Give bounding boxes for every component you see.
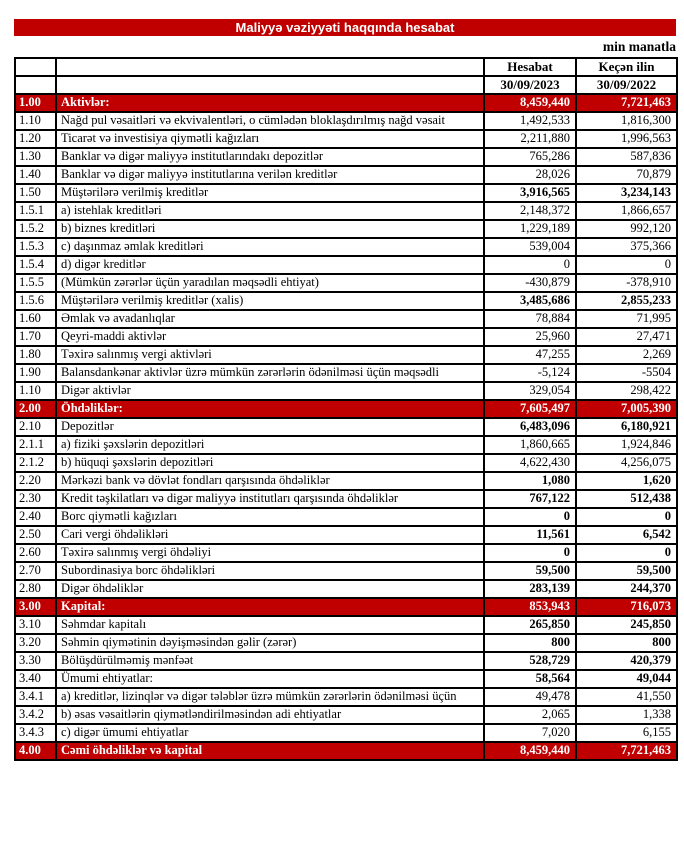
table-row bbox=[15, 274, 677, 292]
row-value-previous: 2,855,233 bbox=[576, 292, 677, 310]
row-label: d) digər kreditlər bbox=[56, 256, 484, 274]
row-value-previous: 7,721,463 bbox=[576, 94, 677, 112]
table-row bbox=[15, 436, 677, 454]
row-code: 1.20 bbox=[15, 130, 56, 148]
row-value-previous: 298,422 bbox=[576, 382, 677, 400]
row-code: 3.40 bbox=[15, 670, 56, 688]
row-code: 3.00 bbox=[15, 598, 56, 616]
row-value-current: 0 bbox=[484, 544, 576, 562]
row-value-previous: 244,370 bbox=[576, 580, 677, 598]
row-label: Depozitlər bbox=[56, 418, 484, 436]
row-code: 2.80 bbox=[15, 580, 56, 598]
row-value-current: 853,943 bbox=[484, 598, 576, 616]
table-row bbox=[15, 490, 677, 508]
row-label: Müştərilərə verilmiş kreditlər (xalis) bbox=[56, 292, 484, 310]
table-row bbox=[15, 238, 677, 256]
row-label: Mərkəzi bank və dövlət fondları qarşısında öhdəliklər bbox=[56, 472, 484, 490]
row-code: 2.00 bbox=[15, 400, 56, 418]
row-code: 1.80 bbox=[15, 346, 56, 364]
row-code: 2.70 bbox=[15, 562, 56, 580]
row-code: 3.4.1 bbox=[15, 688, 56, 706]
row-label: Digər öhdəliklər bbox=[56, 580, 484, 598]
header-empty-code-cell bbox=[15, 76, 56, 94]
header-row-dates bbox=[15, 76, 677, 94]
row-code: 1.70 bbox=[15, 328, 56, 346]
table-row bbox=[15, 706, 677, 724]
row-label: Nağd pul vəsaitləri və ekvivalentləri, o cümlədən bloklaşdırılmış nağd vəsait bbox=[56, 112, 484, 130]
row-value-current: 78,884 bbox=[484, 310, 576, 328]
row-label: Subordinasiya borc öhdəlikləri bbox=[56, 562, 484, 580]
row-code: 1.5.2 bbox=[15, 220, 56, 238]
row-label: Banklar və digər maliyyə institutlarına verilən kreditlər bbox=[56, 166, 484, 184]
row-value-previous: 1,996,563 bbox=[576, 130, 677, 148]
row-value-current: 1,080 bbox=[484, 472, 576, 490]
table-row bbox=[15, 472, 677, 490]
row-value-current: 528,729 bbox=[484, 652, 576, 670]
unit-note: min manatla bbox=[602, 39, 676, 54]
table-row bbox=[15, 652, 677, 670]
row-value-previous: 0 bbox=[576, 508, 677, 526]
table-row bbox=[15, 562, 677, 580]
row-value-current: 49,478 bbox=[484, 688, 576, 706]
row-label: b) hüquqi şəxslərin depozitləri bbox=[56, 454, 484, 472]
table-row bbox=[15, 634, 677, 652]
row-code: 1.60 bbox=[15, 310, 56, 328]
row-code: 1.00 bbox=[15, 94, 56, 112]
row-label: Kapital: bbox=[56, 598, 484, 616]
row-value-previous: 420,379 bbox=[576, 652, 677, 670]
table-row bbox=[15, 454, 677, 472]
header-previous-date: 30/09/2022 bbox=[576, 76, 677, 94]
table-row bbox=[15, 670, 677, 688]
row-code: 2.10 bbox=[15, 418, 56, 436]
row-code: 2.1.1 bbox=[15, 436, 56, 454]
table-row bbox=[15, 112, 677, 130]
row-label: c) digər ümumi ehtiyatlar bbox=[56, 724, 484, 742]
table-row bbox=[15, 616, 677, 634]
row-value-previous: 7,721,463 bbox=[576, 742, 677, 760]
row-value-previous: 587,836 bbox=[576, 148, 677, 166]
row-code: 2.50 bbox=[15, 526, 56, 544]
row-code: 1.10 bbox=[15, 112, 56, 130]
row-value-current: 59,500 bbox=[484, 562, 576, 580]
row-value-previous: -378,910 bbox=[576, 274, 677, 292]
row-code: 3.20 bbox=[15, 634, 56, 652]
row-code: 2.60 bbox=[15, 544, 56, 562]
table-row bbox=[15, 148, 677, 166]
row-value-current: 6,483,096 bbox=[484, 418, 576, 436]
row-value-current: 329,054 bbox=[484, 382, 576, 400]
table-row bbox=[15, 724, 677, 742]
row-code: 2.30 bbox=[15, 490, 56, 508]
row-code: 1.10 bbox=[15, 382, 56, 400]
row-label: Səhmdar kapitalı bbox=[56, 616, 484, 634]
table-row bbox=[15, 598, 677, 616]
table-row bbox=[15, 382, 677, 400]
row-value-previous: 49,044 bbox=[576, 670, 677, 688]
row-value-previous: 1,866,657 bbox=[576, 202, 677, 220]
row-label: Bölüşdürülməmiş mənfəət bbox=[56, 652, 484, 670]
row-label: a) kreditlər, lizinqlər və digər tələblər üzrə mümkün zərərlərin ödənilməsi üçün bbox=[56, 688, 484, 706]
row-value-previous: 6,180,921 bbox=[576, 418, 677, 436]
row-label: Əmlak və avadanlıqlar bbox=[56, 310, 484, 328]
row-value-previous: 3,234,143 bbox=[576, 184, 677, 202]
table-row bbox=[15, 130, 677, 148]
row-value-current: 1,229,189 bbox=[484, 220, 576, 238]
row-label: (Mümkün zərərlər üçün yaradılan məqsədli ehtiyat) bbox=[56, 274, 484, 292]
row-value-previous: 59,500 bbox=[576, 562, 677, 580]
table-row bbox=[15, 688, 677, 706]
row-value-previous: 1,620 bbox=[576, 472, 677, 490]
row-label: Ticarət və investisiya qiymətli kağızları bbox=[56, 130, 484, 148]
row-label: Cəmi öhdəliklər və kapital bbox=[56, 742, 484, 760]
row-value-previous: 27,471 bbox=[576, 328, 677, 346]
row-value-current: 1,860,665 bbox=[484, 436, 576, 454]
table-row bbox=[15, 544, 677, 562]
row-value-current: 283,139 bbox=[484, 580, 576, 598]
table-row bbox=[15, 202, 677, 220]
row-value-previous: 70,879 bbox=[576, 166, 677, 184]
row-value-current: 0 bbox=[484, 508, 576, 526]
row-label: Balansdankənar aktivlər üzrə mümkün zərərlərin ödənilməsi üçün məqsədli bbox=[56, 364, 484, 382]
row-code: 1.40 bbox=[15, 166, 56, 184]
row-value-current: 2,211,880 bbox=[484, 130, 576, 148]
row-value-current: 58,564 bbox=[484, 670, 576, 688]
row-value-previous: 6,542 bbox=[576, 526, 677, 544]
row-code: 1.90 bbox=[15, 364, 56, 382]
row-code: 1.5.6 bbox=[15, 292, 56, 310]
row-value-current: 47,255 bbox=[484, 346, 576, 364]
row-label: c) daşınmaz əmlak kreditləri bbox=[56, 238, 484, 256]
row-value-current: 3,916,565 bbox=[484, 184, 576, 202]
row-code: 1.5.3 bbox=[15, 238, 56, 256]
row-value-current: 800 bbox=[484, 634, 576, 652]
header-empty-label-cell bbox=[56, 76, 484, 94]
row-label: Təxirə salınmış vergi öhdəliyi bbox=[56, 544, 484, 562]
row-label: a) fiziki şəxslərin depozitləri bbox=[56, 436, 484, 454]
row-value-previous: 716,073 bbox=[576, 598, 677, 616]
row-code: 1.5.1 bbox=[15, 202, 56, 220]
row-code: 3.10 bbox=[15, 616, 56, 634]
row-value-previous: 0 bbox=[576, 256, 677, 274]
row-label: Təxirə salınmış vergi aktivləri bbox=[56, 346, 484, 364]
row-value-previous: 992,120 bbox=[576, 220, 677, 238]
row-code: 1.50 bbox=[15, 184, 56, 202]
row-code: 4.00 bbox=[15, 742, 56, 760]
financial-position-table bbox=[14, 57, 678, 761]
row-value-current: 11,561 bbox=[484, 526, 576, 544]
row-value-current: 7,020 bbox=[484, 724, 576, 742]
row-value-current: -5,124 bbox=[484, 364, 576, 382]
row-value-current: 265,850 bbox=[484, 616, 576, 634]
table-row bbox=[15, 580, 677, 598]
row-code: 3.30 bbox=[15, 652, 56, 670]
row-label: Banklar və digər maliyyə institutlarındakı depozitlər bbox=[56, 148, 484, 166]
row-label: Kredit təşkilatları və digər maliyyə institutları qarşısında öhdəliklər bbox=[56, 490, 484, 508]
row-code: 1.30 bbox=[15, 148, 56, 166]
row-value-previous: 71,995 bbox=[576, 310, 677, 328]
header-previous-period: Keçən ilin bbox=[576, 58, 677, 76]
row-code: 1.5.5 bbox=[15, 274, 56, 292]
row-code: 2.40 bbox=[15, 508, 56, 526]
table-row bbox=[15, 310, 677, 328]
table-row bbox=[15, 418, 677, 436]
row-value-current: 7,605,497 bbox=[484, 400, 576, 418]
report-table-body bbox=[15, 94, 677, 760]
row-value-current: 2,065 bbox=[484, 706, 576, 724]
row-code: 3.4.3 bbox=[15, 724, 56, 742]
row-label: b) əsas vəsaitlərin qiymətləndirilməsindən adi ehtiyatlar bbox=[56, 706, 484, 724]
row-value-current: 8,459,440 bbox=[484, 742, 576, 760]
row-value-previous: 1,338 bbox=[576, 706, 677, 724]
table-row bbox=[15, 346, 677, 364]
row-code: 3.4.2 bbox=[15, 706, 56, 724]
row-value-previous: 1,924,846 bbox=[576, 436, 677, 454]
row-label: Qeyri-maddi aktivlər bbox=[56, 328, 484, 346]
header-empty-label-cell bbox=[56, 58, 484, 76]
row-value-current: 8,459,440 bbox=[484, 94, 576, 112]
row-value-current: 1,492,533 bbox=[484, 112, 576, 130]
row-value-previous: 1,816,300 bbox=[576, 112, 677, 130]
row-value-previous: 6,155 bbox=[576, 724, 677, 742]
row-label: Öhdəliklər: bbox=[56, 400, 484, 418]
table-row bbox=[15, 508, 677, 526]
table-row bbox=[15, 256, 677, 274]
row-value-current: 0 bbox=[484, 256, 576, 274]
table-row bbox=[15, 184, 677, 202]
row-value-current: 3,485,686 bbox=[484, 292, 576, 310]
row-code: 2.20 bbox=[15, 472, 56, 490]
row-value-current: 2,148,372 bbox=[484, 202, 576, 220]
row-label: Digər aktivlər bbox=[56, 382, 484, 400]
row-label: Cari vergi öhdəlikləri bbox=[56, 526, 484, 544]
row-value-current: 765,286 bbox=[484, 148, 576, 166]
row-label: Aktivlər: bbox=[56, 94, 484, 112]
table-row bbox=[15, 166, 677, 184]
table-row bbox=[15, 94, 677, 112]
row-value-current: 4,622,430 bbox=[484, 454, 576, 472]
row-label: a) istehlak kreditləri bbox=[56, 202, 484, 220]
row-label: Ümumi ehtiyatlar: bbox=[56, 670, 484, 688]
row-value-previous: 512,438 bbox=[576, 490, 677, 508]
table-row bbox=[15, 328, 677, 346]
row-value-previous: 41,550 bbox=[576, 688, 677, 706]
row-code: 2.1.2 bbox=[15, 454, 56, 472]
row-value-previous: 245,850 bbox=[576, 616, 677, 634]
row-label: Səhmin qiymətinin dəyişməsindən gəlir (zərər) bbox=[56, 634, 484, 652]
table-row bbox=[15, 292, 677, 310]
header-current-period: Hesabat bbox=[484, 58, 576, 76]
row-value-previous: 0 bbox=[576, 544, 677, 562]
row-value-previous: 2,269 bbox=[576, 346, 677, 364]
table-row bbox=[15, 364, 677, 382]
table-header bbox=[15, 58, 677, 94]
table-row bbox=[15, 400, 677, 418]
table-row bbox=[15, 526, 677, 544]
row-label: Müştərilərə verilmiş kreditlər bbox=[56, 184, 484, 202]
row-value-previous: 800 bbox=[576, 634, 677, 652]
row-value-previous: -5504 bbox=[576, 364, 677, 382]
row-value-previous: 4,256,075 bbox=[576, 454, 677, 472]
page-title: Maliyyə vəziyyəti haqqında hesabat bbox=[14, 19, 676, 36]
row-value-current: -430,879 bbox=[484, 274, 576, 292]
row-value-previous: 7,005,390 bbox=[576, 400, 677, 418]
row-code: 1.5.4 bbox=[15, 256, 56, 274]
table-row bbox=[15, 742, 677, 760]
row-value-current: 767,122 bbox=[484, 490, 576, 508]
header-empty-code-cell bbox=[15, 58, 56, 76]
table-row bbox=[15, 220, 677, 238]
row-value-current: 28,026 bbox=[484, 166, 576, 184]
header-row-labels bbox=[15, 58, 677, 76]
row-value-previous: 375,366 bbox=[576, 238, 677, 256]
header-current-date: 30/09/2023 bbox=[484, 76, 576, 94]
row-value-current: 25,960 bbox=[484, 328, 576, 346]
row-value-current: 539,004 bbox=[484, 238, 576, 256]
row-label: b) biznes kreditləri bbox=[56, 220, 484, 238]
row-label: Borc qiymətli kağızları bbox=[56, 508, 484, 526]
